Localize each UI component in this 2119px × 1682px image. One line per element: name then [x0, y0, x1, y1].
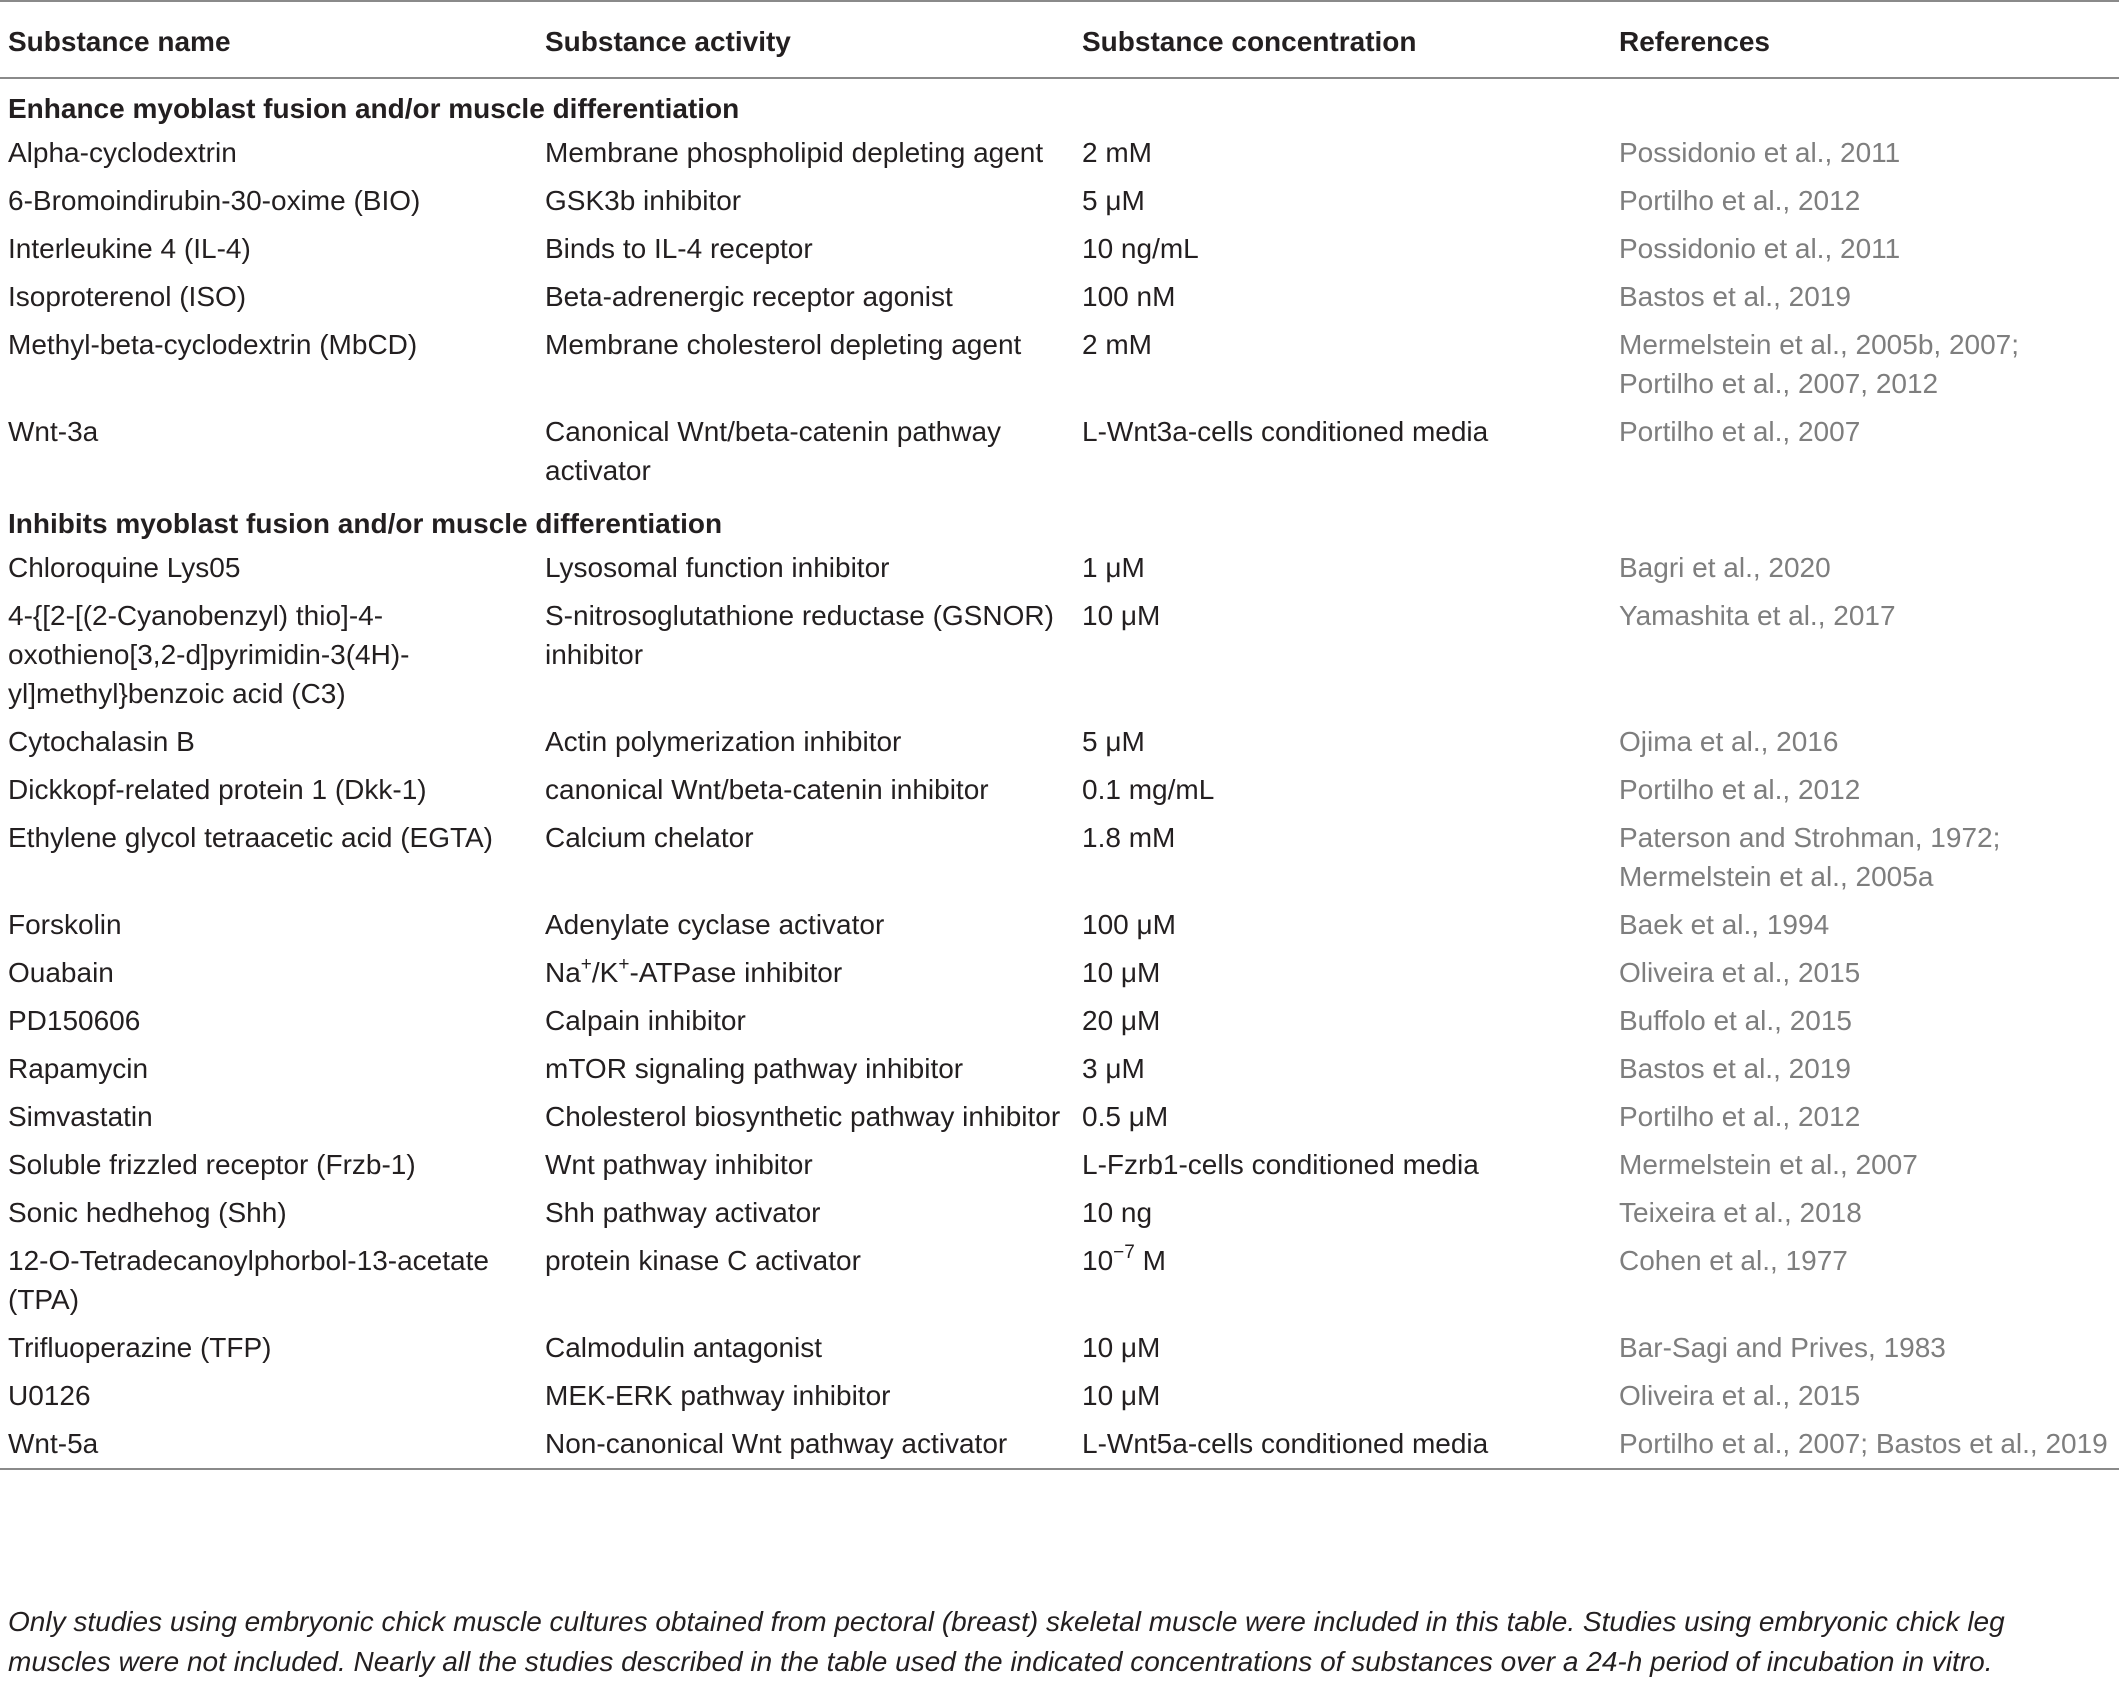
substance-name-cell: Interleukine 4 (IL-4) — [8, 233, 251, 264]
references-cell: Possidonio et al., 2011 — [1619, 137, 1901, 168]
substance-name-cell: 4-{[2-[(2-Cyanobenzyl) thio]-4-oxothieno[3,2-d]pyrimidin-3(4H)-yl]methyl}benzoic acid (C3) — [8, 600, 410, 709]
substance-concentration-cell: 20 μM — [1082, 1005, 1161, 1036]
references-cell: Buffolo et al., 2015 — [1619, 1005, 1852, 1036]
header-substance-name: Substance name — [0, 1, 537, 78]
table-row — [0, 900, 2119, 948]
references-cell: Bagri et al., 2020 — [1619, 552, 1831, 583]
references-cell: Portilho et al., 2007 — [1619, 416, 1861, 447]
table-body — [0, 78, 2119, 1469]
substance-name-cell: Soluble frizzled receptor (Frzb-1) — [8, 1149, 416, 1180]
substance-activity-cell: Wnt pathway inhibitor — [545, 1149, 813, 1180]
table-row — [0, 1236, 2119, 1323]
substance-concentration-cell: 0.1 mg/mL — [1082, 774, 1215, 805]
substance-activity-cell: Lysosomal function inhibitor — [545, 552, 890, 583]
substance-activity-cell: Na+/K+-ATPase inhibitor — [545, 953, 843, 988]
substance-concentration-cell: 3 μM — [1082, 1053, 1145, 1084]
table-row — [0, 1188, 2119, 1236]
substance-activity-cell: MEK-ERK pathway inhibitor — [545, 1380, 891, 1411]
substance-activity-cell: Membrane phospholipid depleting agent — [545, 137, 1044, 168]
substance-activity-cell: Binds to IL-4 receptor — [545, 233, 813, 264]
substance-concentration-cell: 100 μM — [1082, 909, 1176, 940]
substance-concentration-cell: 10 ng — [1082, 1197, 1153, 1228]
references-cell: Oliveira et al., 2015 — [1619, 1380, 1861, 1411]
table-header — [0, 1, 2119, 78]
table-row — [0, 948, 2119, 996]
references-cell: Baek et al., 1994 — [1619, 909, 1830, 940]
substance-activity-cell: GSK3b inhibitor — [545, 185, 742, 216]
table-row — [0, 320, 2119, 407]
references-cell: Bastos et al., 2019 — [1619, 1053, 1851, 1084]
table-row — [0, 591, 2119, 717]
references-cell: Portilho et al., 2012 — [1619, 185, 1861, 216]
references-cell: Portilho et al., 2012 — [1619, 774, 1861, 805]
substance-activity-cell: mTOR signaling pathway inhibitor — [545, 1053, 964, 1084]
substance-concentration-cell: 5 μM — [1082, 726, 1145, 757]
references-cell: Mermelstein et al., 2007 — [1619, 1149, 1918, 1180]
table-row — [0, 1419, 2119, 1469]
substance-activity-cell: Non-canonical Wnt pathway activator — [537, 1419, 1074, 1469]
section-header-row — [0, 78, 2119, 128]
substance-concentration-cell: 5 μM — [1082, 185, 1145, 216]
substance-name-cell: Cytochalasin B — [8, 726, 195, 757]
substance-activity-cell: S-nitrosoglutathione reductase (GSNOR) inhibitor — [545, 600, 1054, 670]
references-cell: Portilho et al., 2007; Bastos et al., 2019 — [1611, 1419, 2119, 1469]
references-cell: Oliveira et al., 2015 — [1619, 957, 1861, 988]
table-row — [0, 1044, 2119, 1092]
references-cell: Cohen et al., 1977 — [1619, 1245, 1848, 1276]
table-row — [0, 813, 2119, 900]
references-cell: Mermelstein et al., 2005b, 2007; Portilho et al., 2007, 2012 — [1619, 329, 2020, 399]
references-cell: Teixeira et al., 2018 — [1619, 1197, 1862, 1228]
substance-name-cell: Dickkopf-related protein 1 (Dkk-1) — [8, 774, 427, 805]
substance-name-cell: Ethylene glycol tetraacetic acid (EGTA) — [8, 822, 494, 853]
substance-concentration-cell: 10 ng/mL — [1082, 233, 1199, 264]
substance-activity-cell: protein kinase C activator — [545, 1245, 861, 1276]
substance-concentration-cell: 2 mM — [1082, 137, 1152, 168]
substance-name-cell: U0126 — [8, 1380, 91, 1411]
substance-name-cell: Methyl-beta-cyclodextrin (MbCD) — [8, 329, 418, 360]
substance-concentration-cell: 1 μM — [1082, 552, 1145, 583]
substance-name-cell: 12-O-Tetradecanoylphorbol-13-acetate (TPA) — [8, 1245, 489, 1315]
substance-name-cell: Simvastatin — [8, 1101, 153, 1132]
substance-name-cell: Ouabain — [8, 957, 114, 988]
table-row — [0, 996, 2119, 1044]
references-cell: Possidonio et al., 2011 — [1619, 233, 1901, 264]
table-row — [0, 176, 2119, 224]
substance-name-cell: 6-Bromoindirubin-30-oxime (BIO) — [8, 185, 421, 216]
substance-concentration-cell: L-Fzrb1-cells conditioned media — [1082, 1149, 1479, 1180]
table-row — [0, 407, 2119, 494]
substance-activity-cell: Membrane cholesterol depleting agent — [545, 329, 1022, 360]
substance-concentration-cell: 0.5 μM — [1082, 1101, 1169, 1132]
table-row — [0, 765, 2119, 813]
substance-activity-cell: Calcium chelator — [545, 822, 754, 853]
section-header-row — [0, 494, 2119, 543]
references-cell: Bastos et al., 2019 — [1619, 281, 1851, 312]
table-row — [0, 543, 2119, 591]
substance-concentration-cell: 100 nM — [1082, 281, 1176, 312]
table-footnote: Only studies using embryonic chick muscle cultures obtained from pectoral (breast) skeletal muscle were included in this table. Studies using embryonic chick leg muscles were not included. Nearly all the studies described in the table used the indicated concentrations of substances over a 24-h period of incubation in vitro. — [8, 1606, 2005, 1677]
substance-name-cell: Rapamycin — [8, 1053, 149, 1084]
substance-concentration-cell: L-Wnt5a-cells conditioned media — [1074, 1419, 1611, 1469]
table-row — [0, 1323, 2119, 1371]
substance-activity-cell: Cholesterol biosynthetic pathway inhibitor — [545, 1101, 1061, 1132]
references-cell: Portilho et al., 2012 — [1619, 1101, 1861, 1132]
substance-concentration-cell: 10 μM — [1082, 1332, 1161, 1363]
substance-name-cell: Wnt-3a — [8, 416, 99, 447]
header-substance-activity: Substance activity — [537, 1, 1074, 78]
substance-activity-cell: Adenylate cyclase activator — [545, 909, 885, 940]
substance-name-cell: Isoproterenol (ISO) — [8, 281, 247, 312]
substance-activity-cell: Canonical Wnt/beta-catenin pathway activator — [545, 416, 1002, 486]
references-cell: Paterson and Strohman, 1972; Mermelstein et al., 2005a — [1619, 822, 2001, 892]
substance-activity-cell: Shh pathway activator — [545, 1197, 821, 1228]
substance-concentration-cell: 10 μM — [1082, 600, 1161, 631]
substance-name-cell: Forskolin — [8, 909, 122, 940]
substance-concentration-cell: 10 μM — [1082, 957, 1161, 988]
references-cell: Ojima et al., 2016 — [1619, 726, 1839, 757]
section-title: Enhance myoblast fusion and/or muscle differentiation — [8, 93, 740, 124]
substance-name-cell: Wnt-5a — [0, 1419, 537, 1469]
substance-activity-cell: Calpain inhibitor — [545, 1005, 746, 1036]
substance-activity-cell: Actin polymerization inhibitor — [545, 726, 902, 757]
substance-concentration-cell: $10^{-7}$ M — [1082, 1241, 1166, 1276]
table-row — [0, 128, 2119, 176]
substance-activity-cell: canonical Wnt/beta-catenin inhibitor — [545, 774, 989, 805]
references-cell: Bar-Sagi and Prives, 1983 — [1619, 1332, 1946, 1363]
header-substance-concentration: Substance concentration — [1074, 1, 1611, 78]
substance-concentration-cell: L-Wnt3a-cells conditioned media — [1082, 416, 1489, 447]
section-title: Inhibits myoblast fusion and/or muscle differentiation — [8, 508, 723, 539]
substance-concentration-cell: 1.8 mM — [1082, 822, 1176, 853]
table-row — [0, 1140, 2119, 1188]
substance-name-cell: Chloroquine Lys05 — [8, 552, 241, 583]
substance-activity-cell: Beta-adrenergic receptor agonist — [545, 281, 953, 312]
table-row — [0, 272, 2119, 320]
table-row — [0, 1092, 2119, 1140]
substance-concentration-cell: 2 mM — [1082, 329, 1152, 360]
substance-name-cell: PD150606 — [8, 1005, 141, 1036]
substance-activity-cell: Calmodulin antagonist — [545, 1332, 823, 1363]
substance-name-cell: Trifluoperazine (TFP) — [8, 1332, 272, 1363]
substance-concentration-cell: 10 μM — [1082, 1380, 1161, 1411]
table-row — [0, 1371, 2119, 1419]
table-row — [0, 717, 2119, 765]
header-references: References — [1611, 1, 2119, 78]
references-cell: Yamashita et al., 2017 — [1619, 600, 1896, 631]
substance-name-cell: Alpha-cyclodextrin — [8, 137, 237, 168]
substance-name-cell: Sonic hedhehog (Shh) — [8, 1197, 287, 1228]
table-row — [0, 224, 2119, 272]
